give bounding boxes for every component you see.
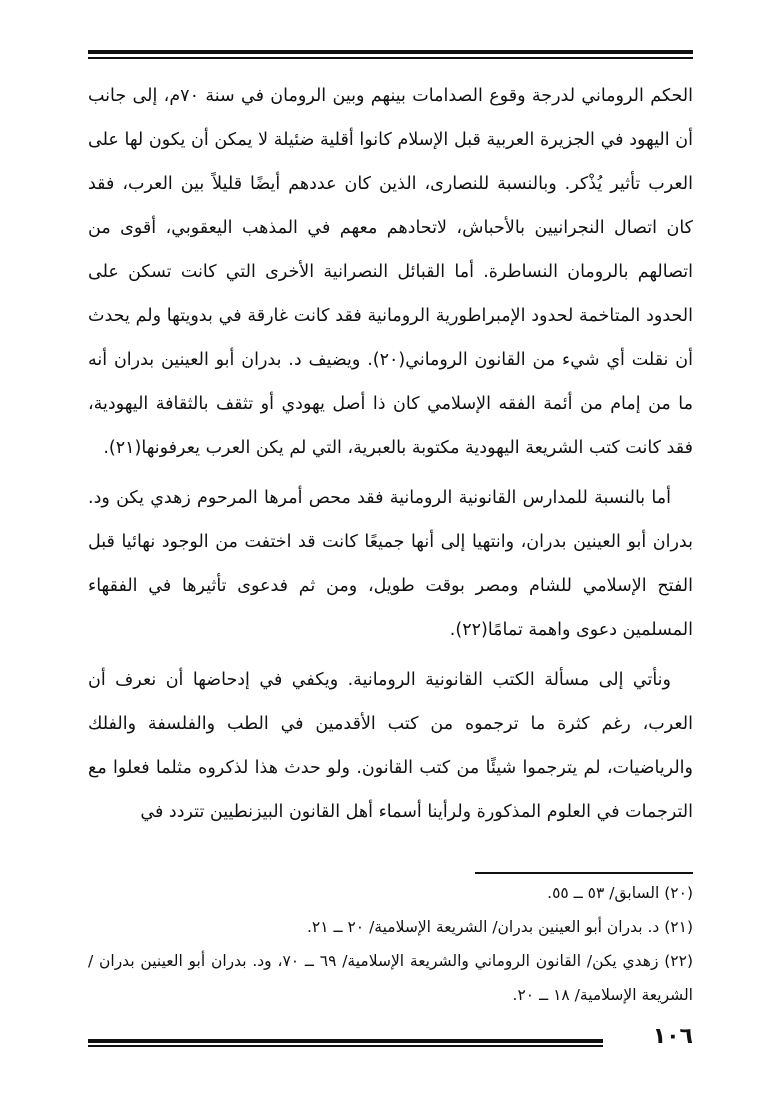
footer-rule-thin bbox=[88, 1045, 603, 1047]
footnote-20: (٢٠) السابق/ ٥٣ ــ ٥٥. bbox=[547, 884, 693, 902]
page-footer bbox=[88, 1024, 693, 1052]
footer-rule-thick bbox=[88, 1039, 603, 1043]
header-rule-thin bbox=[88, 57, 693, 59]
paragraph-2: أما بالنسبة للمدارس القانونية الرومانية فقد محص أمرها المرحوم زهدي يكن ود. بدران أبو العينين بدران، وانتهيا إلى أنها جميعًا كانت قد اختفت من الوجود نهائيا قبل الفتح الإسلامي للشام ومصر بوقت طويل، ومن ثم فدعوى تأثيرها في الفقهاء المسلمين دعوى واهمة تمامًا(٢٢). bbox=[88, 488, 693, 640]
page-number: ١٠٦ bbox=[652, 1024, 693, 1049]
paragraph-1: الحكم الروماني لدرجة وقوع الصدامات بينهم وبين الرومان في سنة ٧٠م، إلى جانب أن اليهود في الجزيرة العربية قبل الإسلام كانوا أقلية ضئيلة لا يمكن أن يكون لها على العرب تأثير يُذْكر. وبالنسبة للنصارى، الذين كان عددهم أيضًا قليلاً بين العرب، فقد كان اتصال النجرانيين بالأحباش، لاتحادهم معهم في المذهب اليعقوبي، أقوى من اتصالهم بالرومان النساطرة. أما القبائل النصرانية الأخرى التي كانت تسكن على الحدود المتاخمة لحدود الإمبراطورية الرومانية فقد كانت غارقة في بدويتها ولم يحدث أن نقلت أي شيء من القانون الروماني(٢٠). ويضيف د. بدران أبو العينين بدران أنه ما من إمام من أئمة الفقه الإسلامي كان ذا أصل يهودي أو تثقف بالثقافة اليهودية، فقد كانت كتب الشريعة اليهودية مكتوبة بالعبرية، التي لم يكن العرب يعرفونها(٢١). bbox=[88, 86, 693, 458]
footnotes bbox=[88, 876, 693, 1012]
footnote-separator bbox=[475, 872, 693, 874]
header-rule-thick bbox=[88, 50, 693, 54]
paragraph-3: ونأتي إلى مسألة الكتب القانونية الرومانية. ويكفي في إدحاضها أن نعرف أن العرب، رغم كثرة ما ترجموه من كتب الأقدمين في الطب والفلسفة والفلك والرياضيات، لم يترجموا شيئًا من كتب القانون. ولو حدث هذا لذكروه مثلما فعلوا مع الترجمات في العلوم المذكورة ولرأينا أسماء أهل القانون البيزنطيين تتردد في bbox=[88, 670, 693, 822]
footnote-22: (٢٢) زهدي يكن/ القانون الروماني والشريعة الإسلامية/ ٦٩ ــ ٧٠، ود. بدران أبو العينين بدران / الشريعة الإسلامية/ ١٨ ــ ٢٠. bbox=[88, 952, 693, 1004]
body-text bbox=[88, 74, 693, 834]
footnote-21: (٢١) د. بدران أبو العينين بدران/ الشريعة الإسلامية/ ٢٠ ــ ٢١. bbox=[306, 918, 693, 936]
